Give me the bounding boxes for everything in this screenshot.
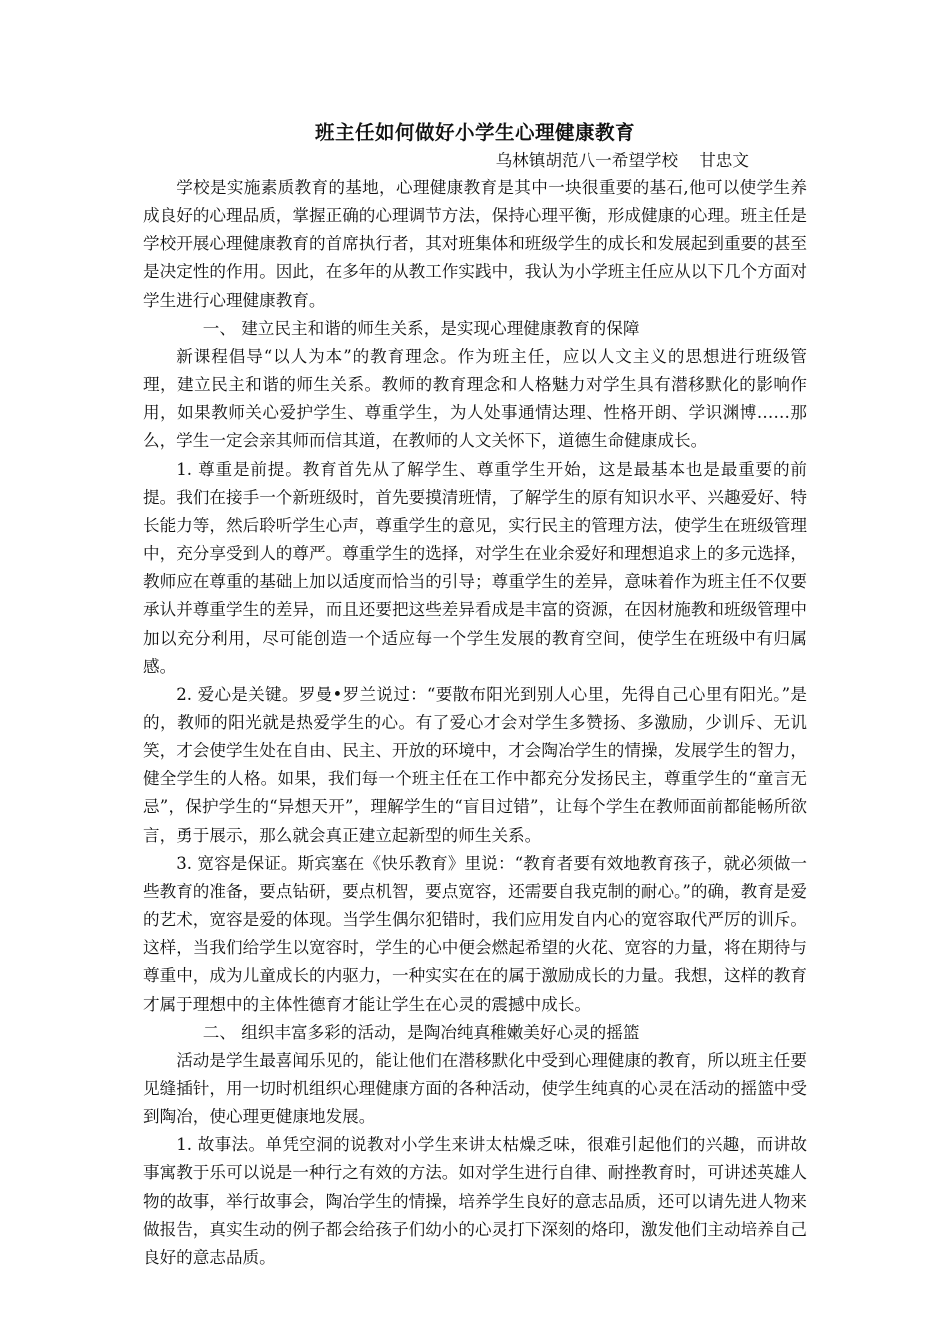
paragraph-tolerance: 3. 宽容是保证。斯宾塞在《快乐教育》里说：“教育者要有效地教育孩子，就必须做一些教育的准备，要点钻研，要点机智，要点宽容，还需要自我克制的耐心。”的确，教育是爱的艺术，宽容是爱的体现。当学生偶尔犯错时，我们应用发自内心的宽容取代严厉的训斥。这样，当我们给学生以宽容时，学生的心中便会燃起希望的火花、宽容的力量，将在期待与尊重中，成为儿童成长的内驱力，一种实实在在的属于激励成长的力量。我想，这样的教育才属于理想中的主体性德育才能让学生在心灵的震撼中成长。 <box>143 853 807 1014</box>
document-author: 乌林镇胡范八一希望学校 甘忠文 <box>495 151 749 170</box>
document-title: 班主任如何做好小学生心理健康教育 <box>314 121 635 144</box>
paragraph-love: 2. 爱心是关键。罗曼•罗兰说过：“要散布阳光到别人心里，先得自己心里有阳光。”是的，教师的阳光就是热爱学生的心。有了爱心才会对学生多赞扬、多激励，少训斥、无讥笑，才会使学生处在自由、民主、开放的环境中，才会陶冶学生的情操，发展学生的智力，健全学生的人格。如果，我们每一个班主任在工作中都充分发扬民主，尊重学生的“童言无忌”，保护学生的“异想天开”，理解学生的“盲目过错”，让每个学生在教师面前都能畅所欲言，勇于展示，那么就会真正建立起新型的师生关系。 <box>143 684 807 845</box>
paragraph-section-2-intro: 活动是学生最喜闻乐见的，能让他们在潜移默化中受到心理健康的教育，所以班主任要见缝插针，用一切时机组织心理健康方面的各种活动，使学生纯真的心灵在活动的摇篮中受到陶冶，使心理更健康地发展。 <box>143 1050 807 1127</box>
section-heading-2: 二、 组织丰富多彩的活动，是陶冶纯真稚嫩美好心灵的摇篮 <box>202 1022 640 1042</box>
paragraph-story-method: 1. 故事法。单凭空洞的说教对小学生来讲太枯燥乏味，很难引起他们的兴趣，而讲故事寓教于乐可以说是一种行之有效的方法。如对学生进行自律、耐挫教育时，可讲述英雄人物的故事，举行故事会，陶冶学生的情操，培养学生良好的意志品质，还可以请先进人物来做报告，真实生动的例子都会给孩子们幼小的心灵打下深刻的烙印，激发他们主动培养自己良好的意志品质。 <box>143 1135 807 1267</box>
paragraph-section-1-intro: 新课程倡导“以人为本”的教育理念。作为班主任，应以人文主义的思想进行班级管理，建立民主和谐的师生关系。教师的教育理念和人格魅力对学生具有潜移默化的影响作用，如果教师关心爱护学生、尊重学生，为人处事通情达理、性格开朗、学识渊博……那么，学生一定会亲其师而信其道，在教师的人文关怀下，道德生命健康成长。 <box>143 346 807 451</box>
document-page <box>143 118 807 1272</box>
paragraph-intro: 学校是实施素质教育的基地，心理健康教育是其中一块很重要的基石,他可以使学生养成良好的心理品质，掌握正确的心理调节方法，保持心理平衡，形成健康的心理。班主任是学校开展心理健康教育的首席执行者，其对班集体和班级学生的成长和发展起到重要的甚至是决定性的作用。因此，在多年的从教工作实践中，我认为小学班主任应从以下几个方面对学生进行心理健康教育。 <box>143 178 807 310</box>
paragraph-respect: 1. 尊重是前提。教育首先从了解学生、尊重学生开始，这是最基本也是最重要的前提。我们在接手一个新班级时，首先要摸清班情，了解学生的原有知识水平、兴趣爱好、特长能力等，然后聆听学生心声，尊重学生的意见，实行民主的管理方法，使学生在班级管理中，充分享受到人的尊严。尊重学生的选择，对学生在业余爱好和理想追求上的多元选择，教师应在尊重的基础上加以适度而恰当的引导；尊重学生的差异，意味着作为班主任不仅要承认并尊重学生的差异，而且还要把这些差异看成是丰富的资源，在因材施教和班级管理中加以充分利用，尽可能创造一个适应每一个学生发展的教育空间，使学生在班级中有归属感。 <box>143 459 807 676</box>
document-body <box>143 174 807 1272</box>
section-heading-1: 一、 建立民主和谐的师生关系，是实现心理健康教育的保障 <box>202 318 640 338</box>
